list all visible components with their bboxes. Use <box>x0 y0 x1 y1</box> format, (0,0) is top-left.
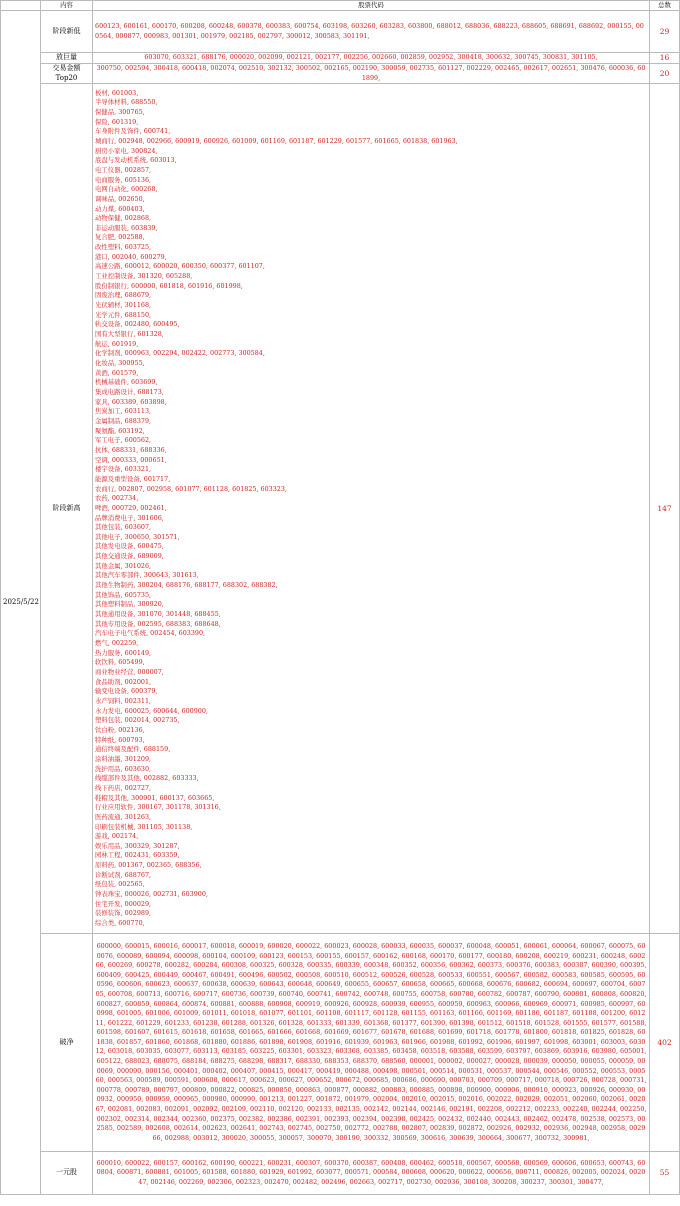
industry-item: 其他生物制药, 300204, 688176, 688177, 688302, 688382, <box>95 581 278 590</box>
table-header-row <box>1 1 680 11</box>
count-top20: 20 <box>650 64 680 84</box>
row-label-xingao: 阶段新高 <box>41 84 93 934</box>
industry-item: 底盘与发动机系统, 603013, <box>95 156 177 165</box>
industry-item: 其他饰品, 605735, <box>95 590 152 599</box>
industry-item: 其他交通设备, 689009, <box>95 552 164 561</box>
industry-item: 其他金属, 301026, <box>95 561 152 570</box>
industry-item: 家具, 603389, 603898, <box>95 397 167 406</box>
industry-item: 输变电设备, 600379, <box>95 687 158 696</box>
industry-item: 工业控制设备, 301320, 605288, <box>95 272 193 281</box>
industry-item: 化妆品, 300955, <box>95 359 145 368</box>
codes-top20: 300750, 002594, 300418, 600418, 002074, 002510, 302132, 300502, 002165, 002190, 300059, 002735, 601127, 002229, 002465, 002617, 002651, 300476, 600036, 601899, <box>93 64 650 84</box>
industry-item: 通信终端及配件, 688159, <box>95 745 171 754</box>
count-pojing: 402 <box>650 934 680 1152</box>
industry-item: 轨交设备, 002480, 600495, <box>95 320 180 329</box>
industry-item: 黄酒, 601579, <box>95 368 139 377</box>
industry-item: 厨房小家电, 300824, <box>95 146 158 155</box>
table-row-xingao <box>1 84 680 934</box>
industry-item: 电商服务, 605136, <box>95 175 152 184</box>
industry-item: 板材, 601003, <box>95 88 139 97</box>
industry-item: 焦炭加工, 603113, <box>95 407 152 416</box>
industry-item: 电工仪器, 002857, <box>95 165 152 174</box>
industry-item: 其他发电设备, 600475, <box>95 542 164 551</box>
table-row-top20 <box>1 64 680 84</box>
industry-item: 娱乐用品, 300329, 301287, <box>95 841 180 850</box>
date-cell: 2025/5/22 <box>1 11 41 1195</box>
industry-item: 能源及重型设备, 601717, <box>95 474 171 483</box>
header-date <box>1 1 41 11</box>
industry-item: 金属制品, 688379, <box>95 416 152 425</box>
industry-item: 农药, 002734, <box>95 494 139 503</box>
industry-item: 塑料包装, 002014, 002735, <box>95 716 180 725</box>
header-count: 总数 <box>650 1 680 11</box>
count-xindi: 29 <box>650 11 680 53</box>
industry-item: 军工电子, 600562, <box>95 436 152 445</box>
industry-item: 燃气, 002259, <box>95 639 139 648</box>
row-label-fangliang: 放巨量 <box>41 53 93 64</box>
table-row-yiyuan <box>1 1152 680 1195</box>
industry-item: 啤酒, 000729, 002461, <box>95 503 167 512</box>
count-fangliang: 16 <box>650 53 680 64</box>
industry-item: 品牌消费电子, 301606, <box>95 513 164 522</box>
industry-item: 高速公路, 600012, 600020, 600350, 600377, 601107, <box>95 262 265 271</box>
industry-item: 线缆部件及其他, 002882, 603333, <box>95 774 199 783</box>
industry-item: 其他塑料制品, 300920, <box>95 600 164 609</box>
industry-item: 动物保健, 002868, <box>95 214 152 223</box>
industry-item: 半导体材料, 688550, <box>95 98 158 107</box>
industry-item: 动力煤, 600403, <box>95 204 145 213</box>
industry-item: 固废治理, 688679, <box>95 291 152 300</box>
industry-item: 其他通用设备, 301070, 301448, 688455, <box>95 610 221 619</box>
industry-item: 楼宇设备, 603321, <box>95 465 152 474</box>
industry-item: 化学制剂, 000963, 002294, 002422, 002773, 300584, <box>95 349 265 358</box>
industry-item: 特种纸, 600793, <box>95 735 145 744</box>
industry-item: 水力发电, 600025, 600644, 600900, <box>95 706 208 715</box>
industry-item: 集成电路设计, 688173, <box>95 387 164 396</box>
industry-item: 保险, 601319, <box>95 117 139 126</box>
industry-item: 电网自动化, 600268, <box>95 185 158 194</box>
count-xingao: 147 <box>650 84 680 934</box>
table-row-xindi <box>1 11 680 53</box>
row-label-pojing: 破净 <box>41 934 93 1152</box>
industry-item: 保健品, 300765, <box>95 107 145 116</box>
industry-item: 其他专用设备, 002595, 688383, 688648, <box>95 619 221 628</box>
codes-xingao <box>93 84 650 934</box>
industry-item: 聚氨酯, 603192, <box>95 426 145 435</box>
count-yiyuan: 55 <box>650 1152 680 1195</box>
industry-item: 股份制银行, 600000, 601818, 601916, 601998, <box>95 281 243 290</box>
industry-item: 光伏辅材, 301168, <box>95 301 152 310</box>
industry-item: 食品助剂, 002001, <box>95 677 152 686</box>
industry-item: 非运动服装, 603839, <box>95 223 158 232</box>
industry-item: 软饮料, 605499, <box>95 658 145 667</box>
industry-item: 港口, 002040, 600279, <box>95 252 167 261</box>
industry-item: 线下药店, 002727, <box>95 783 152 792</box>
industry-item: 抗体, 688331, 688336, <box>95 445 167 454</box>
industry-item: 车身附件及饰件, 600741, <box>95 127 171 136</box>
industry-item: 钟表珠宝, 000026, 002731, 603900, <box>95 890 208 899</box>
industry-item: 空调, 000333, 000651, <box>95 455 167 464</box>
industry-item: 其他包装, 603607, <box>95 523 152 532</box>
header-codes: 股票代码 <box>93 1 650 11</box>
industry-item: 城商行, 002948, 002966, 600919, 600926, 601009, 601169, 601187, 601229, 601577, 601665, 601838, 601963, <box>95 136 458 145</box>
row-label-top20: 交易金额Top20 <box>41 64 93 84</box>
industry-item: 农商行, 002807, 002958, 601077, 601128, 601825, 603323, <box>95 484 287 493</box>
industry-item: 改性塑料, 603725, <box>95 243 152 252</box>
table-row-pojing <box>1 934 680 1152</box>
industry-item: 航运, 601919, <box>95 339 139 348</box>
industry-item: 光学元件, 688150, <box>95 310 152 319</box>
industry-item: 诊断试剂, 688767, <box>95 870 152 879</box>
codes-fangliang: 603070, 603321, 688176, 000020, 002099, 002121, 002177, 002256, 002660, 002859, 002952, 300418, 300632, 300745, 300831, 301105, <box>93 53 650 64</box>
industry-item: 印刷包装机械, 301105, 301138, <box>95 822 193 831</box>
industry-item: 其他汽车零部件, 300643, 301613, <box>95 571 199 580</box>
industry-item: 行业应用软件, 300167, 301178, 301316, <box>95 803 221 812</box>
table-row-fangliang <box>1 53 680 64</box>
industry-item: 综合类, 600770, <box>95 919 145 928</box>
industry-item: 国有大型银行, 601328, <box>95 330 164 339</box>
industry-item: 园林工程, 002431, 603359, <box>95 851 180 860</box>
industry-item: 装修装饰, 002989, <box>95 909 152 918</box>
industry-item: 机械基础件, 603699, <box>95 378 158 387</box>
row-label-xindi: 阶段新低 <box>41 11 93 53</box>
industry-item: 钛白粉, 002136, <box>95 725 145 734</box>
industry-item: 调味品, 002650, <box>95 194 145 203</box>
industry-item: 复合肥, 002588, <box>95 233 145 242</box>
industry-item: 其他电子, 300650, 301571, <box>95 532 180 541</box>
codes-pojing: 600000, 600015, 600016, 600017, 600018, 600019, 600020, 600022, 600023, 600028, 600033, 600035, 600037, 600048, 600051, 600061, 600064, 600067, 600075, 600076, 600089, 600094, 600098, 600104, 600109, 600123, 600153, 600155, 600157, 600162, 600168, 600170, 600177, 600180, 600208, 600219, 600231, 600248, 600266, 600269, 600278, 600282, 600284, 600308, 600325, 600328, 600335, 600339, 600348, 600352, 600356, 600362, 600373, 600376, 600383, 600387, 600390, 600395, 600409, 600425, 600449, 600467, 600491, 600496, 600502, 600508, 600510, 600512, 600526, 600528, 600533, 600551, 600567, 600582, 600583, 600585, 600595, 600596, 600606, 600623, 600637, 600638, 600639, 600643, 600648, 600649, 600655, 600657, 600658, 600665, 600668, 600676, 600682, 600694, 600697, 600704, 600705, 600708, 600713, 600716, 600717, 600736, 600739, 600740, 600741, 600742, 600748, 600755, 600758, 600780, 600782, 600787, 600790, 600801, 600808, 600820, 600827, 600859, 600864, 600874, 600881, 600888, 600908, 600919, 600926, 600928, 600939, 600955, 600959, 600963, 600966, 600969, 600971, 600985, 600997, 600998, 601005, 601006, 601009, 601011, 601018, 601077, 601101, 601108, 601117, 601128, 601155, 601163, 601166, 601169, 601186, 601187, 601188, 601200, 601211, 601222, 601229, 601233, 601238, 601288, 601326, 601328, 601333, 601339, 601368, 601377, 601390, 601398, 601512, 601518, 601528, 601555, 601577, 601588, 601598, 601607, 601615, 601618, 601658, 601665, 601666, 601668, 601669, 601677, 601678, 601688, 601699, 601718, 601778, 601800, 601818, 601825, 601828, 601838, 601857, 601860, 601868, 601880, 601886, 601898, 601908, 601916, 601939, 601963, 601966, 601988, 601992, 601996, 601997, 601998, 603001, 603003, 603012, 603018, 603035, 603077, 603113, 603185, 603225, 603301, 603323, 603368, 603385, 603458, 603518, 603588, 603599, 603797, 603869, 603916, 603980, 605001, 605122, 688023, 688075, 688184, 688275, 688298, 688317, 688330, 688353, 688370, 688560, 000001, 000002, 000027, 000028, 000039, 000050, 000055, 000059, 000069, 000090, 000156, 000401, 000402, 000407, 000415, 000417, 000419, 000488, 000498, 000501, 000514, 000531, 000537, 000544, 000546, 000552, 000553, 000560, 000563, 000589, 000591, 000608, 000617, 000623, 000627, 000652, 000672, 000685, 000686, 000690, 000703, 000709, 000717, 000718, 000726, 000728, 000731, 000778, 000789, 000797, 000809, 000822, 000825, 000850, 000863, 000877, 000882, 000883, 000885, 000898, 000900, 000906, 000910, 000923, 000926, 000930, 000932, 000950, 000959, 000965, 000980, 000990, 001213, 001227, 001872, 001979, 002004, 002010, 002015, 002016, 002022, 002029, 002051, 002060, 002061, 002067, 002081, 002083, 002091, 002092, 002109, 002110, 002120, 002133, 002135, 002142, 002144, 002146, 002191, 002208, 002212, 002233, 002240, 002244, 002250, 002302, 002314, 002344, 002360, 002375, 002382, 002386, 002391, 002393, 002394, 002398, 002425, 002432, 002440, 002443, 002462, 002478, 002538, 002573, 002585, 002589, 002608, 002614, 002623, 002641, 002743, 002745, 002750, 002772, 002788, 002807, 002839, 002872, 002926, 002932, 002936, 002948, 002958, 002966, 002988, 003012, 300020, 300055, 300057, 300070, 300190, 300332, 300569, 300616, 300639, 300664, 300677, 300732, 300981, <box>93 934 650 1152</box>
industry-item: 汽车电子电气系统, 002454, 603390, <box>95 629 206 638</box>
industry-item: 热力服务, 600149, <box>95 648 152 657</box>
industry-item: 原料药, 001367, 002365, 688356, <box>95 861 202 870</box>
industry-item: 洗护用品, 603630, <box>95 764 152 773</box>
industry-item: 纸包装, 002565, <box>95 880 145 889</box>
industry-item: 医药流通, 301263, <box>95 812 152 821</box>
codes-xindi: 600123, 600161, 600170, 600208, 600248, 600378, 600383, 600754, 603198, 603260, 603283, 603800, 688012, 688036, 688223, 688605, 688691, 688692, 000155, 000564, 000877, 000983, 001301, 001979, 002185, 002797, 300012, 300583, 301191, <box>93 11 650 53</box>
row-label-yiyuan: 一元股 <box>41 1152 93 1195</box>
industry-item: 游戏, 002174, <box>95 832 139 841</box>
header-type: 内容 <box>41 1 93 11</box>
industry-item: 商业物业经营, 000007, <box>95 668 164 677</box>
industry-item: 涂料油墨, 301209, <box>95 754 152 763</box>
industry-item: 住宅开发, 000029, <box>95 899 152 908</box>
codes-yiyuan: 600010, 600022, 600157, 600162, 600190, 600221, 600231, 600307, 600370, 600387, 600408, 600462, 600518, 600567, 600568, 600569, 600606, 600653, 600743, 600804, 600871, 600881, 601005, 601588, 601880, 601929, 601992, 603077, 000571, 000584, 000608, 000620, 000622, 000656, 000711, 000826, 002005, 002024, 002047, 002146, 002269, 002306, 002323, 002470, 002482, 002496, 002663, 002717, 002730, 002936, 300108, 300208, 300237, 300301, 300477, <box>93 1152 650 1195</box>
industry-item: 水产饲料, 002311, <box>95 696 152 705</box>
industry-item: 鞋帽及其他, 300901, 600137, 603665, <box>95 793 215 802</box>
